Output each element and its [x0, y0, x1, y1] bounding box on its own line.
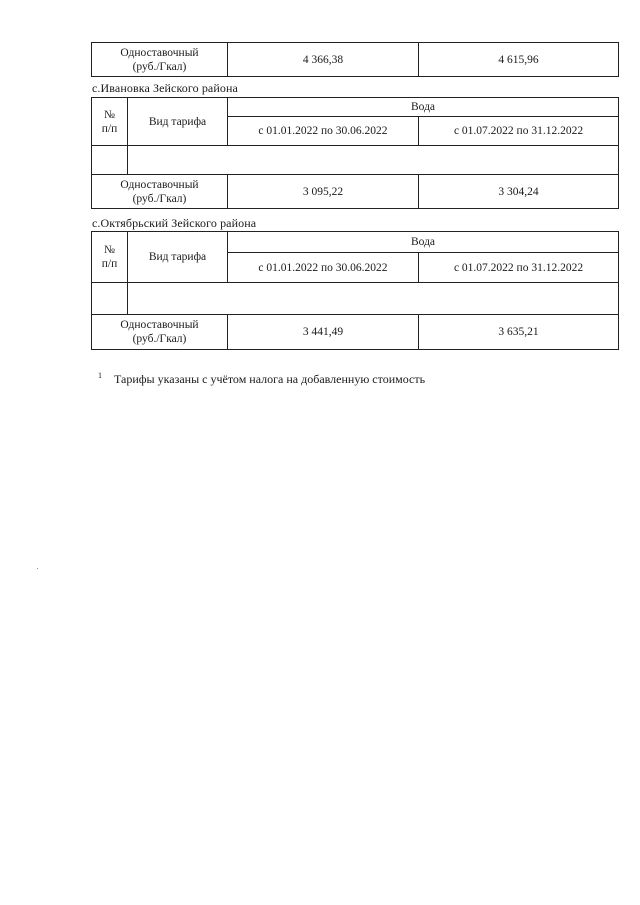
value-period1-cell: 3 095,22 — [228, 175, 419, 209]
header-period1-cell: с 01.01.2022 по 30.06.2022 — [228, 253, 419, 283]
footnote-text: Тарифы указаны с учётом налога на добавленную стоимость — [114, 372, 426, 386]
rate-label-line2: (руб./Гкал) — [132, 60, 187, 73]
empty-num-cell — [92, 283, 128, 315]
header-type-cell: Вид тарифа — [128, 232, 228, 283]
rate-type-cell — [92, 43, 228, 77]
rate-label-line2: (руб./Гкал) — [132, 192, 187, 205]
header-num-line1: № — [104, 244, 115, 256]
table-row — [92, 283, 619, 315]
table-header-row — [92, 232, 619, 253]
tariff-table-oktyabrsky — [91, 231, 619, 350]
header-num-cell — [92, 232, 128, 283]
rate-label-line1: Одноставочный — [120, 178, 199, 191]
empty-wide-cell — [128, 146, 619, 175]
header-num-line1: № — [104, 108, 115, 121]
empty-wide-cell — [128, 283, 619, 315]
tariff-table-ivanovka — [91, 97, 619, 209]
header-group-cell: Вода — [228, 98, 619, 117]
section-caption: с.Октябрьский Зейского района — [92, 216, 257, 230]
value-period1-cell: 4 366,38 — [228, 43, 419, 77]
footnote-marker: 1 — [98, 371, 102, 380]
rate-type-cell — [92, 315, 228, 350]
header-group-cell: Вода — [228, 232, 619, 253]
value-period1-cell: 3 441,49 — [228, 315, 419, 350]
value-period2-cell: 4 615,96 — [419, 43, 619, 77]
header-type-cell: Вид тарифа — [128, 98, 228, 146]
rate-label-line1: Одноставочный — [120, 46, 199, 59]
header-num-cell — [92, 98, 128, 146]
rate-type-cell — [92, 175, 228, 209]
value-period2-cell: 3 304,24 — [419, 175, 619, 209]
section-caption: с.Ивановка Зейского района — [92, 81, 238, 95]
header-period1-cell: с 01.01.2022 по 30.06.2022 — [228, 117, 419, 146]
scan-speck — [37, 568, 38, 569]
table-row — [92, 315, 619, 350]
table-row — [92, 146, 619, 175]
empty-num-cell — [92, 146, 128, 175]
tariff-table-top — [91, 42, 619, 77]
value-period2-cell: 3 635,21 — [419, 315, 619, 350]
rate-label-line2: (руб./Гкал) — [132, 333, 187, 345]
header-num-line2: п/п — [101, 122, 118, 135]
header-period2-cell: с 01.07.2022 по 31.12.2022 — [419, 253, 619, 283]
table-row — [92, 43, 619, 77]
header-num-line2: п/п — [101, 258, 118, 270]
table-row — [92, 175, 619, 209]
footnote — [98, 371, 425, 387]
header-period2-cell: с 01.07.2022 по 31.12.2022 — [419, 117, 619, 146]
rate-label-line1: Одноставочный — [120, 319, 199, 331]
table-header-row — [92, 98, 619, 117]
